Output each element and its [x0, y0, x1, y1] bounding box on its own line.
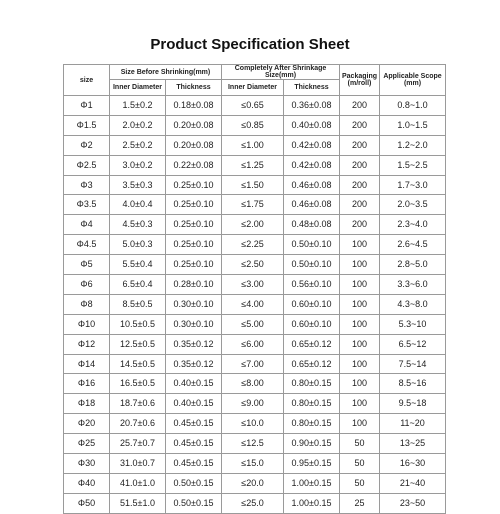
applicable-scope-cell: 21~40 [380, 473, 446, 493]
thickness-after-cell: 0.60±0.10 [284, 314, 340, 334]
thickness-before-cell: 0.35±0.12 [166, 354, 222, 374]
thickness-after-cell: 0.50±0.10 [284, 235, 340, 255]
thickness-after-cell: 0.40±0.08 [284, 115, 340, 135]
inner-diameter-before-cell: 18.7±0.6 [110, 394, 166, 414]
size-cell: Φ3 [64, 175, 110, 195]
inner-diameter-after-cell: ≤12.5 [222, 434, 284, 454]
packaging-cell: 200 [340, 96, 380, 116]
thickness-before-cell: 0.50±0.15 [166, 493, 222, 513]
header-applicable-scope: Applicable Scope (mm) [380, 65, 446, 96]
inner-diameter-after-cell: ≤3.00 [222, 275, 284, 295]
table-row [64, 135, 446, 155]
thickness-after-cell: 0.95±0.15 [284, 454, 340, 474]
inner-diameter-before-cell: 6.5±0.4 [110, 275, 166, 295]
inner-diameter-before-cell: 25.7±0.7 [110, 434, 166, 454]
thickness-before-cell: 0.25±0.10 [166, 215, 222, 235]
header-size: size [64, 65, 110, 96]
packaging-cell: 100 [340, 235, 380, 255]
thickness-before-cell: 0.25±0.10 [166, 255, 222, 275]
table-row [64, 294, 446, 314]
table-row [64, 334, 446, 354]
header-packaging: Packaging (m/roll) [340, 65, 380, 96]
thickness-after-cell: 0.36±0.08 [284, 96, 340, 116]
thickness-after-cell: 0.56±0.10 [284, 275, 340, 295]
packaging-cell: 100 [340, 334, 380, 354]
thickness-before-cell: 0.28±0.10 [166, 275, 222, 295]
size-cell: Φ20 [64, 414, 110, 434]
table-row [64, 275, 446, 295]
applicable-scope-cell: 8.5~16 [380, 374, 446, 394]
packaging-cell: 200 [340, 215, 380, 235]
size-cell: Φ2.5 [64, 155, 110, 175]
inner-diameter-after-cell: ≤4.00 [222, 294, 284, 314]
inner-diameter-after-cell: ≤7.00 [222, 354, 284, 374]
inner-diameter-after-cell: ≤1.25 [222, 155, 284, 175]
size-cell: Φ50 [64, 493, 110, 513]
inner-diameter-after-cell: ≤1.50 [222, 175, 284, 195]
thickness-after-cell: 0.42±0.08 [284, 155, 340, 175]
size-cell: Φ1.5 [64, 115, 110, 135]
thickness-before-cell: 0.22±0.08 [166, 155, 222, 175]
size-cell: Φ30 [64, 454, 110, 474]
applicable-scope-cell: 2.3~4.0 [380, 215, 446, 235]
thickness-before-cell: 0.25±0.10 [166, 235, 222, 255]
size-cell: Φ8 [64, 294, 110, 314]
table-row [64, 314, 446, 334]
thickness-after-cell: 0.65±0.12 [284, 354, 340, 374]
packaging-cell: 100 [340, 354, 380, 374]
size-cell: Φ5 [64, 255, 110, 275]
thickness-before-cell: 0.30±0.10 [166, 294, 222, 314]
applicable-scope-cell: 1.5~2.5 [380, 155, 446, 175]
thickness-before-cell: 0.45±0.15 [166, 434, 222, 454]
packaging-cell: 50 [340, 454, 380, 474]
table-row [64, 394, 446, 414]
inner-diameter-after-cell: ≤0.65 [222, 96, 284, 116]
size-cell: Φ12 [64, 334, 110, 354]
header-thickness-after: Thickness [284, 80, 340, 96]
size-cell: Φ25 [64, 434, 110, 454]
packaging-cell: 100 [340, 314, 380, 334]
thickness-before-cell: 0.30±0.10 [166, 314, 222, 334]
size-cell: Φ10 [64, 314, 110, 334]
inner-diameter-after-cell: ≤15.0 [222, 454, 284, 474]
inner-diameter-before-cell: 5.5±0.4 [110, 255, 166, 275]
table-row [64, 195, 446, 215]
inner-diameter-before-cell: 2.5±0.2 [110, 135, 166, 155]
inner-diameter-after-cell: ≤6.00 [222, 334, 284, 354]
inner-diameter-before-cell: 1.5±0.2 [110, 96, 166, 116]
table-row [64, 454, 446, 474]
applicable-scope-cell: 3.3~6.0 [380, 275, 446, 295]
thickness-before-cell: 0.35±0.12 [166, 334, 222, 354]
header-before-shrinking: Size Before Shrinking(mm) [110, 65, 222, 80]
inner-diameter-before-cell: 5.0±0.3 [110, 235, 166, 255]
thickness-after-cell: 0.46±0.08 [284, 175, 340, 195]
thickness-before-cell: 0.18±0.08 [166, 96, 222, 116]
table-row [64, 354, 446, 374]
table-row [64, 473, 446, 493]
thickness-before-cell: 0.50±0.15 [166, 473, 222, 493]
thickness-after-cell: 0.42±0.08 [284, 135, 340, 155]
packaging-cell: 100 [340, 275, 380, 295]
inner-diameter-after-cell: ≤0.85 [222, 115, 284, 135]
packaging-cell: 50 [340, 434, 380, 454]
applicable-scope-cell: 5.3~10 [380, 314, 446, 334]
thickness-before-cell: 0.20±0.08 [166, 135, 222, 155]
applicable-scope-cell: 7.5~14 [380, 354, 446, 374]
thickness-before-cell: 0.20±0.08 [166, 115, 222, 135]
applicable-scope-cell: 2.6~4.5 [380, 235, 446, 255]
table-row [64, 96, 446, 116]
size-cell: Φ40 [64, 473, 110, 493]
packaging-cell: 50 [340, 473, 380, 493]
applicable-scope-cell: 11~20 [380, 414, 446, 434]
applicable-scope-cell: 1.7~3.0 [380, 175, 446, 195]
size-cell: Φ4.5 [64, 235, 110, 255]
thickness-after-cell: 0.90±0.15 [284, 434, 340, 454]
inner-diameter-before-cell: 16.5±0.5 [110, 374, 166, 394]
inner-diameter-before-cell: 8.5±0.5 [110, 294, 166, 314]
inner-diameter-after-cell: ≤25.0 [222, 493, 284, 513]
thickness-after-cell: 0.65±0.12 [284, 334, 340, 354]
thickness-after-cell: 0.48±0.08 [284, 215, 340, 235]
spec-table-body [64, 96, 446, 514]
inner-diameter-after-cell: ≤5.00 [222, 314, 284, 334]
inner-diameter-before-cell: 14.5±0.5 [110, 354, 166, 374]
applicable-scope-cell: 0.8~1.0 [380, 96, 446, 116]
size-cell: Φ2 [64, 135, 110, 155]
thickness-before-cell: 0.25±0.10 [166, 195, 222, 215]
inner-diameter-before-cell: 41.0±1.0 [110, 473, 166, 493]
inner-diameter-before-cell: 4.5±0.3 [110, 215, 166, 235]
table-row [64, 235, 446, 255]
applicable-scope-cell: 1.0~1.5 [380, 115, 446, 135]
header-inner-diameter-after: Inner Diameter [222, 80, 284, 96]
packaging-cell: 100 [340, 414, 380, 434]
inner-diameter-after-cell: ≤1.75 [222, 195, 284, 215]
table-row [64, 414, 446, 434]
packaging-cell: 200 [340, 155, 380, 175]
table-row [64, 115, 446, 135]
thickness-after-cell: 0.50±0.10 [284, 255, 340, 275]
packaging-cell: 100 [340, 255, 380, 275]
table-row [64, 255, 446, 275]
table-row [64, 175, 446, 195]
page-title: Product Specification Sheet [150, 36, 350, 53]
applicable-scope-cell: 4.3~8.0 [380, 294, 446, 314]
packaging-cell: 100 [340, 374, 380, 394]
table-row [64, 493, 446, 513]
inner-diameter-after-cell: ≤2.00 [222, 215, 284, 235]
inner-diameter-before-cell: 3.0±0.2 [110, 155, 166, 175]
inner-diameter-after-cell: ≤20.0 [222, 473, 284, 493]
size-cell: Φ16 [64, 374, 110, 394]
size-cell: Φ1 [64, 96, 110, 116]
inner-diameter-before-cell: 51.5±1.0 [110, 493, 166, 513]
size-cell: Φ18 [64, 394, 110, 414]
thickness-after-cell: 0.46±0.08 [284, 195, 340, 215]
packaging-cell: 25 [340, 493, 380, 513]
applicable-scope-cell: 6.5~12 [380, 334, 446, 354]
applicable-scope-cell: 23~50 [380, 493, 446, 513]
inner-diameter-after-cell: ≤2.50 [222, 255, 284, 275]
packaging-cell: 200 [340, 135, 380, 155]
inner-diameter-before-cell: 2.0±0.2 [110, 115, 166, 135]
table-row [64, 434, 446, 454]
packaging-cell: 200 [340, 175, 380, 195]
table-row [64, 374, 446, 394]
applicable-scope-cell: 2.0~3.5 [380, 195, 446, 215]
inner-diameter-before-cell: 3.5±0.3 [110, 175, 166, 195]
inner-diameter-before-cell: 4.0±0.4 [110, 195, 166, 215]
size-cell: Φ6 [64, 275, 110, 295]
inner-diameter-after-cell: ≤8.00 [222, 374, 284, 394]
packaging-cell: 200 [340, 115, 380, 135]
inner-diameter-after-cell: ≤1.00 [222, 135, 284, 155]
header-after-shrinkage: Completely After Shrinkage Size(mm) [222, 65, 340, 80]
inner-diameter-before-cell: 10.5±0.5 [110, 314, 166, 334]
inner-diameter-after-cell: ≤9.00 [222, 394, 284, 414]
thickness-before-cell: 0.25±0.10 [166, 175, 222, 195]
inner-diameter-before-cell: 31.0±0.7 [110, 454, 166, 474]
thickness-after-cell: 0.60±0.10 [284, 294, 340, 314]
thickness-after-cell: 1.00±0.15 [284, 473, 340, 493]
inner-diameter-after-cell: ≤10.0 [222, 414, 284, 434]
spec-table [63, 64, 446, 514]
packaging-cell: 100 [340, 294, 380, 314]
thickness-before-cell: 0.45±0.15 [166, 454, 222, 474]
applicable-scope-cell: 16~30 [380, 454, 446, 474]
thickness-after-cell: 0.80±0.15 [284, 374, 340, 394]
header-thickness-before: Thickness [166, 80, 222, 96]
applicable-scope-cell: 1.2~2.0 [380, 135, 446, 155]
applicable-scope-cell: 13~25 [380, 434, 446, 454]
table-row [64, 215, 446, 235]
thickness-after-cell: 0.80±0.15 [284, 394, 340, 414]
packaging-cell: 200 [340, 195, 380, 215]
thickness-before-cell: 0.40±0.15 [166, 394, 222, 414]
table-row [64, 155, 446, 175]
applicable-scope-cell: 9.5~18 [380, 394, 446, 414]
size-cell: Φ14 [64, 354, 110, 374]
inner-diameter-before-cell: 20.7±0.6 [110, 414, 166, 434]
thickness-before-cell: 0.45±0.15 [166, 414, 222, 434]
applicable-scope-cell: 2.8~5.0 [380, 255, 446, 275]
header-inner-diameter-before: Inner Diameter [110, 80, 166, 96]
thickness-after-cell: 1.00±0.15 [284, 493, 340, 513]
packaging-cell: 100 [340, 394, 380, 414]
size-cell: Φ4 [64, 215, 110, 235]
inner-diameter-before-cell: 12.5±0.5 [110, 334, 166, 354]
inner-diameter-after-cell: ≤2.25 [222, 235, 284, 255]
thickness-after-cell: 0.80±0.15 [284, 414, 340, 434]
thickness-before-cell: 0.40±0.15 [166, 374, 222, 394]
size-cell: Φ3.5 [64, 195, 110, 215]
